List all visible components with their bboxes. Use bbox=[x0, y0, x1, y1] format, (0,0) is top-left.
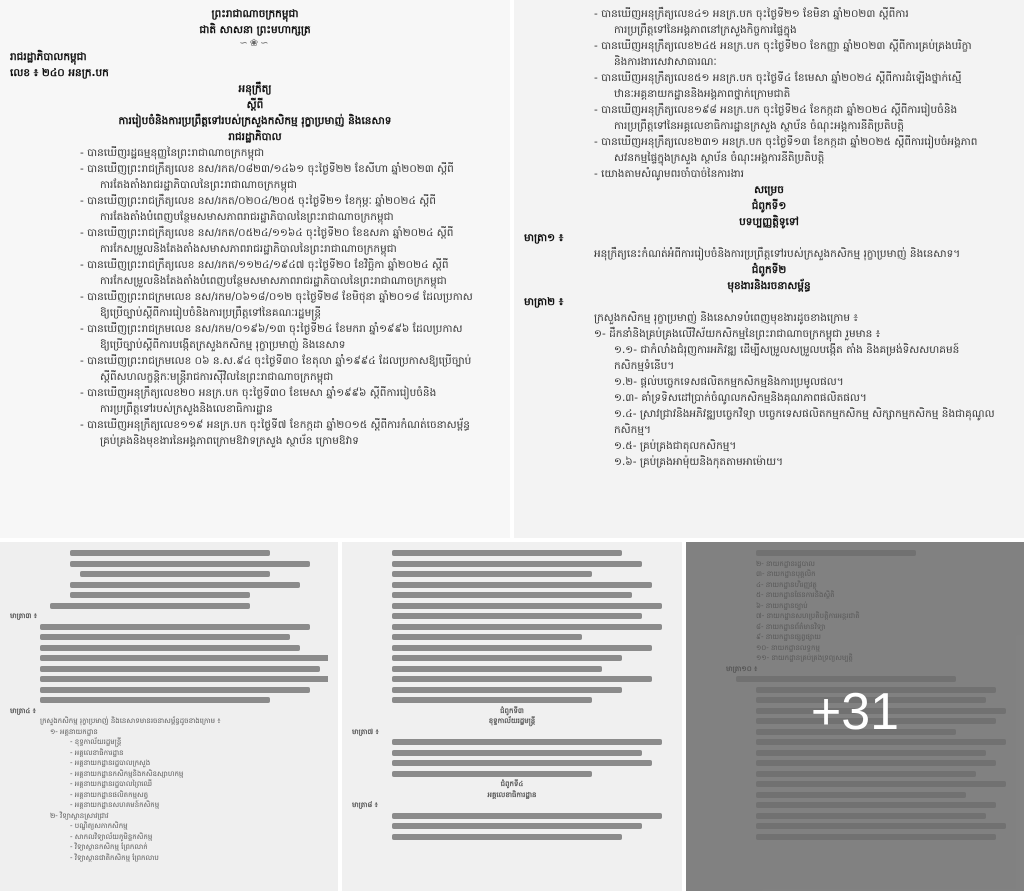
list-item: ១.៦- គ្រប់គ្រងអាម៉ុយនិងកុតតាមអាម៉ោយ។ bbox=[614, 456, 783, 468]
article-text: ក្រសួងកសិកម្ម រុក្ខាប្រមាញ់ និងនេសាទបំពេញមុខងារដូចខាងក្រោម ៖ bbox=[594, 312, 858, 324]
text-line: ការប្រព្រឹត្តទៅរបស់ក្រសួងនិងលេខាធិការដ្ឋាន bbox=[100, 403, 273, 415]
text-line bbox=[352, 643, 672, 654]
list-item: ១.៤- ស្រាវជ្រាវនិងអភិវឌ្ឍបច្ចេកវិទ្យា បច្ចេកទេសផលិតកម្មកសិកម្ម សិក្សាកម្មកសិកម្ម និងជាគុណូល bbox=[614, 408, 995, 420]
text-line bbox=[10, 548, 328, 559]
list-item: ២- វិទ្យាស្ថានស្រាវជ្រាវ bbox=[50, 811, 109, 820]
text-line: - បានឃើញអនុក្រឹត្យលេខ២០ អនក្រ.បក ចុះថ្ងៃទី៣០ ខែមេសា ឆ្នាំ១៩៩៦ ស្តីពីការរៀបចំនិង bbox=[80, 387, 437, 399]
text-line bbox=[352, 695, 672, 706]
text-line: ការកែសម្រួលនិងតែងតាំងបំពេញបន្ថែមសមាសភាពរាជរដ្ឋាភិបាលនៃព្រះរាជាណាចក្រកម្ពុជា bbox=[100, 275, 447, 287]
text-line bbox=[10, 590, 328, 601]
text-line: - បានឃើញព្រះរាជក្រមលេខ នស/រកម/០៦១៨/០១២ ចុះថ្ងៃទី២៨ ខែមិថុនា ឆ្នាំ២០១៨ ដែលប្រកាស bbox=[80, 291, 473, 303]
article-text: អនុក្រឹត្យនេះកំណត់អំពីការរៀបចំនិងការប្រព្រឹត្តទៅរបស់ក្រសួងកសិកម្ម រុក្ខាប្រមាញ់ និងនេសាទ។ bbox=[594, 248, 961, 260]
article-heading: មាត្រា៣ ៖ bbox=[10, 612, 37, 620]
chapter-heading: ជំពូកទី៣ bbox=[500, 706, 524, 715]
text-line: ឱ្យប្រើច្បាប់ស្តីពីការបង្កើតក្រសួងកសិកម្ម រុក្ខាប្រមាញ់ និងនេសាទ bbox=[100, 339, 346, 351]
text-line: គ្រប់គ្រងនិងមុខងារនៃអង្គភាពក្រោមឱវាទក្រសួង ស្ថាប័ន ក្រោមឱវាទ bbox=[100, 435, 359, 447]
text-line: - បានឃើញព្រះរាជក្រឹត្យលេខ នស/រកត/០២០៤/២០៥ ចុះថ្ងៃទី២១ ខែកុម្ភៈ ឆ្នាំ២០២៤ ស្តីពី bbox=[80, 195, 436, 207]
text-line bbox=[352, 674, 672, 685]
text-line: - បានឃើញព្រះរាជក្រមលេខ នស/រកម/០១៩៦/១៣ ចុះថ្ងៃទី២៤ ខែមករា ឆ្នាំ១៩៩៦ ដែលប្រកាស bbox=[80, 323, 463, 335]
text-line bbox=[352, 632, 672, 643]
text-line bbox=[10, 695, 328, 706]
title-subject: ការរៀបចំនិងការប្រព្រឹត្តទៅរបស់ក្រសួងកសិកម្ម រុក្ខាប្រមាញ់ និងនេសាទ bbox=[118, 115, 392, 127]
text-line bbox=[10, 632, 328, 643]
list-item: ១- ដឹកនាំនិងគ្រប់គ្រងលើវិស័យកសិកម្មនៃព្រះរាជាណាចក្រកម្ពុជា រួមមាន ៖ bbox=[594, 328, 881, 340]
text-line bbox=[352, 821, 672, 832]
text-line: និងការងារសេវាសាធារណៈ bbox=[614, 56, 717, 68]
issuer: រាជរដ្ឋាភិបាលកម្ពុជា bbox=[10, 51, 87, 63]
text-line bbox=[352, 569, 672, 580]
text-line bbox=[10, 664, 328, 675]
chapter-title: បទប្បញ្ញត្តិទូទៅ bbox=[739, 216, 799, 228]
chapter-title: ខុទ្ទកាល័យរដ្ឋមន្ត្រី bbox=[488, 717, 536, 725]
document-page-4 bbox=[342, 542, 682, 891]
text-line: - បានឃើញអនុក្រឹត្យលេខ១៩៨ អនក្រ.បក ចុះថ្ងៃទី២៤ ខែកក្កដា ឆ្នាំ២០២៤ ស្តីពីការរៀបចំនិង bbox=[594, 104, 958, 116]
text-line bbox=[10, 622, 328, 633]
text-line: ១- អគ្គនាយកដ្ឋាន bbox=[50, 727, 98, 736]
text-line: - បានឃើញអនុក្រឹត្យលេខ២៣១ អនក្រ.បក ចុះថ្ងៃទី១៣ ខែកក្កដា ឆ្នាំ២០២៥ ស្តីពីការរៀបចំអង្គភាព bbox=[594, 136, 978, 148]
text-line: - បានឃើញអនុក្រឹត្យលេខ១១៩ អនក្រ.បក ចុះថ្ងៃទី៧ ខែកក្កដា ឆ្នាំ២០១៥ ស្តីពីការកំណត់ចេនាសម្ព័ន្ធ bbox=[80, 419, 470, 431]
text-line bbox=[352, 685, 672, 696]
list-item: - ខុទ្ទកាល័យរដ្ឋមន្ត្រី bbox=[70, 738, 122, 746]
ornament: ∽❀∽ bbox=[239, 38, 271, 49]
gallery-more-tile[interactable] bbox=[686, 542, 1024, 891]
gallery-image-2[interactable] bbox=[514, 0, 1024, 538]
text-line bbox=[10, 601, 328, 612]
gallery-image-3[interactable] bbox=[0, 542, 338, 891]
list-item: ១.១- ជាកំលាំងជំរុញការអភិវឌ្ឍ ដើម្បីសម្រួលសម្រួលបង្កើត តាំង និងគម្រង់ទិសសហគមន៍ bbox=[614, 344, 960, 356]
article-heading: មាត្រា១ ៖ bbox=[524, 232, 564, 244]
article-heading: មាត្រា៨ ៖ bbox=[352, 801, 378, 809]
text-line: ការកែសម្រួលនិងតែងតាំងសមាសភាពរាជរដ្ឋាភិបាលនៃព្រះរាជាណាចក្រកម្ពុជា bbox=[100, 243, 397, 255]
text-line bbox=[352, 580, 672, 591]
list-item: ១.៥- គ្រប់គ្រងជាតុលកសិកម្ម។ bbox=[614, 440, 737, 452]
list-item: កសិកម្មទំនើប។ bbox=[614, 360, 675, 372]
chapter-heading: ជំពូកទី៤ bbox=[500, 780, 524, 788]
document-number: លេខ ៖ ២៤០ អនក្រ.បក bbox=[10, 67, 109, 79]
list-item: - អគ្គនាយកដ្ឋានផលិតកម្មសត្វ bbox=[70, 790, 149, 799]
text-line bbox=[352, 548, 672, 559]
decision-heading: សម្រេច bbox=[754, 184, 784, 196]
document-page-3 bbox=[0, 542, 338, 891]
chapter-heading: ជំពូកទី១ bbox=[751, 200, 787, 212]
text-line bbox=[352, 611, 672, 622]
gallery-image-1[interactable] bbox=[0, 0, 510, 538]
chapter-heading: ជំពូកទី២ bbox=[751, 264, 787, 276]
text-line bbox=[352, 758, 672, 769]
document-page-2 bbox=[514, 0, 1024, 538]
list-item: - សាកលវិទ្យាល័យភូមិន្ទកសិកម្ម bbox=[70, 832, 153, 841]
text-line bbox=[352, 622, 672, 633]
list-item: - អគ្គនាយកដ្ឋានរដ្ឋបាលព្រៃឈើ bbox=[70, 780, 153, 788]
document-page-1 bbox=[0, 0, 510, 538]
text-line: - បានឃើញអនុក្រឹត្យលេខ៥១ អនក្រ.បក ចុះថ្ងៃទី៤ ខែមេសា ឆ្នាំ២០២៤ ស្តីពីការដំឡើងថ្នាក់ស្មើ bbox=[594, 72, 962, 84]
text-line bbox=[10, 580, 328, 591]
text-line: - បានឃើញព្រះរាជក្រមលេខ ០៦ ន.ស.៩៤ ចុះថ្ងៃទី៣០ ខែតុលា ឆ្នាំ១៩៩៤ ដែលប្រកាសឱ្យប្រើច្បាប់ bbox=[80, 355, 472, 367]
text-line: ការតែងតាំងបំពេញបន្ថែមសមាសភាពរាជរដ្ឋាភិបាលនៃព្រះរាជាណាចក្រកម្ពុជា bbox=[100, 211, 394, 223]
text-line bbox=[10, 569, 328, 580]
text-line: - បានឃើញរដ្ឋធម្មនុញ្ញនៃព្រះរាជាណាចក្រកម្ពុជា bbox=[80, 147, 265, 159]
text-line bbox=[10, 643, 328, 654]
text-line bbox=[352, 664, 672, 675]
motto: ជាតិ សាសនា ព្រះមហាក្សត្រ bbox=[199, 24, 311, 36]
chapter-title: អគ្គលេខាធិការដ្ឋាន bbox=[487, 790, 537, 799]
title-on: ស្តីពី bbox=[246, 99, 264, 111]
text-line bbox=[10, 674, 328, 685]
text-line: - បានឃើញអនុក្រឹត្យលេខ៤១ អនក្រ.បក ចុះថ្ងៃទី២១ ខែមិនា ឆ្នាំ២០២៣ ស្តីពីការ bbox=[594, 8, 909, 20]
text-line: ឱ្យប្រើច្បាប់ស្តីពីការរៀបចំនិងការប្រព្រឹត្តទៅនៃគណៈរដ្ឋមន្ត្រី bbox=[100, 307, 322, 319]
text-line: - យោងតាមសំណូមពរចាំបាច់នៃការងារ bbox=[594, 168, 744, 180]
text-line bbox=[10, 559, 328, 570]
text-line bbox=[352, 590, 672, 601]
text-line: ការតែងតាំងរាជរដ្ឋាភិបាលនៃព្រះរាជាណាចក្រកម្ពុជា bbox=[100, 179, 297, 191]
list-item: - វិទ្យាស្ថានជាតិកសិកម្ម ព្រែកលាប bbox=[70, 853, 159, 862]
text-line: ក្រសួងកសិកម្ម រុក្ខាប្រមាញ់ និងនេសាទមានរចនាសម្ព័ន្ធដូចខាងក្រោម ៖ bbox=[40, 717, 221, 725]
text-line: - បានឃើញព្រះរាជក្រឹត្យលេខ នស/រកត/១១២៤/១៩៤៧ ចុះថ្ងៃទី២០ ខែវិច្ឆិកា ឆ្នាំ២០២៤ ស្តីពី bbox=[80, 259, 449, 271]
list-item: - បណ្ឌិត្យសភាកសិកម្ម bbox=[70, 822, 128, 830]
article-heading: មាត្រា២ ៖ bbox=[524, 296, 564, 308]
text-line: - បានឃើញព្រះរាជក្រឹត្យលេខ នស/រកត/០៥២៤/១១៦៤ ចុះថ្ងៃទី២០ ខែឧសភា ឆ្នាំ២០២៤ ស្តីពី bbox=[80, 227, 454, 239]
text-line bbox=[352, 601, 672, 612]
text-line: - បានឃើញព្រះរាជក្រឹត្យលេខ នស/រកត/០៨២៣/១៤៦១ ចុះថ្ងៃទី២២ ខែសីហា ឆ្នាំ២០២៣ ស្តីពី bbox=[80, 163, 454, 175]
text-line bbox=[10, 653, 328, 664]
list-item: ១.២- ផ្តល់បច្ចេកទេសផលិតកម្មកសិកម្មនិងការប្រមូលផល។ bbox=[614, 376, 844, 388]
article-heading: មាត្រា៤ ៖ bbox=[10, 706, 36, 715]
chapter-title: មុខងារនិងរចនាសម្ព័ន្ធ bbox=[727, 280, 811, 292]
header-kingdom: ព្រះរាជាណាចក្រកម្ពុជា bbox=[211, 8, 299, 20]
text-line: ឋានៈអគ្គនាយកដ្ឋាននិងអង្គភាពថ្នាក់ក្រោមជាតិ bbox=[614, 88, 791, 100]
list-item: - អគ្គនាយកដ្ឋានកសិកម្មនិងកសិឧស្សាហកម្ម bbox=[70, 769, 184, 778]
list-item: - អគ្គនាយកដ្ឋានរដ្ឋបាលក្រសួង bbox=[70, 759, 151, 767]
text-line bbox=[352, 737, 672, 748]
list-item: - អគ្គនាយកដ្ឋានសហគមន៍កសិកម្ម bbox=[70, 801, 160, 809]
text-line: ស្តីពីសហលក្ខន្តិកៈមន្ត្រីរាជការស៊ីវិលនៃព្រះរាជាណាចក្រកម្ពុជា bbox=[100, 371, 334, 383]
section-heading: រាជរដ្ឋាភិបាល bbox=[228, 131, 282, 143]
article-heading: មាត្រា៧ ៖ bbox=[352, 727, 379, 736]
text-line bbox=[352, 811, 672, 822]
text-line bbox=[352, 748, 672, 759]
list-item: - វិទ្យាស្ថានកសិកម្ម ព្រែកលាក់ bbox=[70, 843, 148, 851]
text-line: - បានឃើញអនុក្រឹត្យលេខ២៤៥ អនក្រ.បក ចុះថ្ងៃទី២០ ខែកញ្ញា ឆ្នាំ២០២៣ ស្តីពីការគ្រប់គ្រងបរិក្ខា bbox=[594, 40, 972, 52]
text-line bbox=[10, 685, 328, 696]
more-photos-count[interactable]: +31 bbox=[810, 683, 900, 741]
text-line: ការប្រព្រឹត្តទៅនៃអង្គភាពនៅក្រសួងកិច្ចការផ្ទៃក្នុង bbox=[614, 24, 797, 36]
list-item: កសិកម្ម។ bbox=[614, 424, 651, 436]
text-line bbox=[352, 559, 672, 570]
text-line bbox=[352, 653, 672, 664]
text-line bbox=[352, 832, 672, 843]
title-decree: អនុក្រឹត្យ bbox=[238, 83, 272, 95]
text-line: សវនកម្មផ្ទៃក្នុងក្រសួង ស្ថាប័ន ចំណុះអង្គការនីតិប្រតិបត្តិ bbox=[614, 152, 825, 164]
list-item: ១.៣- គាំទ្រទិសដៅប្រាក់ចំណូលកសិកម្មនិងគុណភាពផលិតផល។ bbox=[614, 392, 867, 404]
text-line bbox=[352, 769, 672, 780]
text-line: ការប្រព្រឹត្តទៅនៃអគ្គលេខាធិការដ្ឋានក្រសួង ស្ថាប័ន ចំណុះអង្គការនីតិប្រតិបត្តិ bbox=[614, 120, 904, 132]
list-item: - អគ្គលេខាធិការដ្ឋាន bbox=[70, 748, 124, 757]
gallery-image-4[interactable] bbox=[342, 542, 682, 891]
